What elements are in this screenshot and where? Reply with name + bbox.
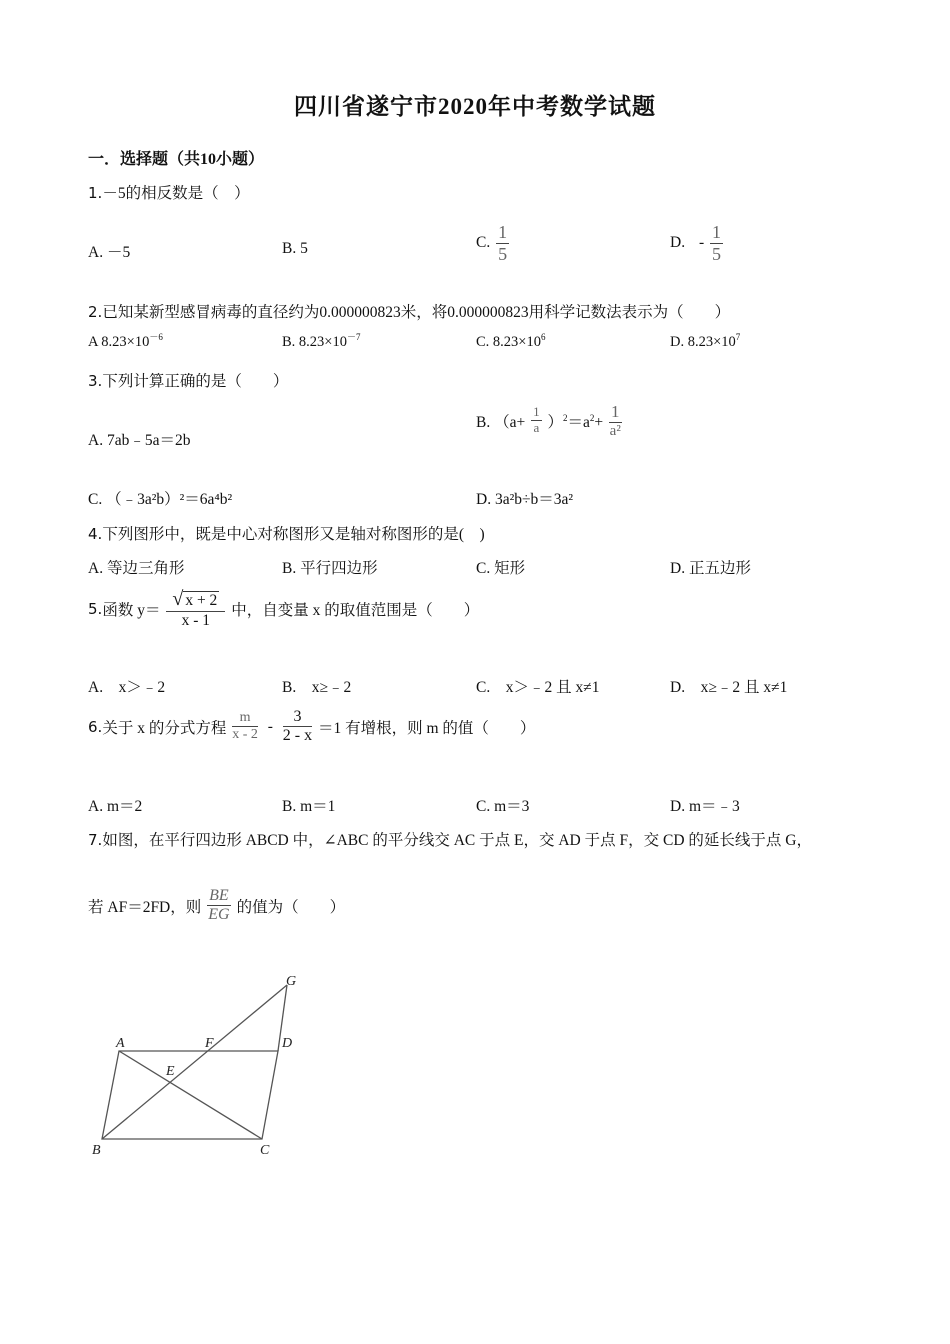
denominator: a: [533, 420, 540, 436]
option-5c: C. x＞﹣2 且 x≠1: [476, 679, 600, 696]
option-text: B. 8.23×10: [282, 334, 347, 350]
option-3b: [476, 402, 624, 440]
option-5d: D. x≥﹣2 且 x≠1: [670, 679, 788, 696]
label-f: F: [205, 1036, 214, 1051]
question-text: 函数 y＝: [102, 601, 161, 619]
plus: +: [594, 413, 604, 431]
exponent: 7: [735, 332, 741, 343]
option-4c: C. 矩形: [476, 560, 526, 577]
fraction: [710, 222, 723, 264]
fraction: [166, 588, 225, 630]
question-1: [88, 181, 250, 203]
numerator: 1: [533, 404, 540, 420]
question-7-line2: [88, 887, 345, 925]
numerator: m: [232, 710, 258, 727]
question-3: [88, 369, 288, 391]
fraction: [232, 710, 258, 743]
question-text: 下列图形中，既是中心对称图形又是轴对称图形的是( ): [102, 526, 485, 543]
fraction: [531, 405, 542, 436]
question-number: 7.: [88, 831, 103, 849]
option-4a: A. 等边三角形: [88, 560, 185, 577]
option-label: C.: [476, 234, 491, 252]
option-2b: [282, 334, 361, 351]
option-text: B. （a+: [476, 413, 526, 431]
option-2d: [670, 334, 740, 351]
fraction: [609, 402, 622, 440]
diagonal-ac: [119, 1051, 262, 1139]
numerator: 1: [712, 222, 721, 242]
exponent: －6: [149, 332, 163, 343]
numerator: BE: [207, 887, 231, 906]
option-4d: D. 正五边形: [670, 560, 751, 577]
question-4: [88, 522, 485, 544]
denominator: x - 1: [181, 612, 211, 629]
numerator: 1: [611, 402, 620, 421]
question-number: 1.: [88, 184, 103, 202]
minus-sign: -: [698, 234, 705, 252]
option-text: C. 8.23×10: [476, 334, 541, 350]
radicand: x + 2: [185, 592, 218, 609]
numerator: 1: [498, 222, 508, 242]
question-text: 关于 x 的分式方程: [102, 719, 227, 737]
sqrt-sign: √: [172, 588, 184, 610]
option-3a: A. 7ab﹣5a＝2b: [88, 432, 191, 449]
bisector-bg: [102, 985, 287, 1139]
option-text: D. 8.23×10: [670, 334, 736, 350]
equals: ＝a: [567, 413, 590, 431]
option-5a: A. x＞﹣2: [88, 679, 166, 696]
option-1b: B. 5: [282, 240, 308, 257]
label-d: D: [282, 1036, 293, 1051]
denominator: EG: [208, 906, 230, 924]
question-text: 已知某新型感冒病毒的直径约为0.000000823米，将0.000000823用科学记数法表示为（ ）: [102, 304, 731, 321]
page-title: 四川省遂宁市2020年中考数学试题: [294, 94, 656, 119]
question-number: 6.: [88, 717, 103, 736]
question-text: ＝1 有增根，则 m 的值（ ）: [318, 719, 536, 737]
question-7: [88, 828, 812, 850]
question-2: [88, 300, 730, 322]
numerator: 3: [283, 708, 312, 727]
denominator: 2 - x: [282, 727, 313, 745]
question-text: 如图，在平行四边形 ABCD 中，∠ABC 的平分线交 AC 于点 E，交 AD 于点 F，交 CD 的延长线于点 G，: [102, 832, 812, 849]
question-number: 2.: [88, 303, 103, 321]
fraction: [496, 222, 509, 264]
option-6a: A. m＝2: [88, 798, 143, 815]
option-text: [547, 410, 603, 432]
question-number: 5.: [88, 599, 103, 618]
option-text: A 8.23×10: [88, 334, 150, 350]
option-2a: [88, 334, 163, 351]
label-a: A: [116, 1036, 125, 1051]
denominator: 5: [712, 243, 721, 264]
option-1d: [670, 222, 725, 264]
option-6d: D. m＝﹣3: [670, 798, 740, 815]
label-c: C: [260, 1143, 270, 1158]
fraction: [283, 708, 312, 746]
section-heading: 一．选择题（共10小题）: [88, 151, 265, 168]
option-label: D.: [670, 234, 686, 252]
question-text: 的值为（ ）: [236, 898, 346, 916]
option-5b: B. x≥﹣2: [282, 679, 352, 696]
question-text: 中，自变量 x 的取值范围是（ ）: [231, 601, 480, 619]
exponent: 6: [540, 332, 546, 343]
option-3c: C. （﹣3a²b）²＝6a⁴b²: [88, 491, 233, 508]
denominator: a²: [609, 422, 621, 439]
question-number: 4.: [88, 525, 103, 543]
option-2c: [476, 334, 545, 351]
question-5: [88, 588, 479, 630]
paren: ）: [547, 413, 563, 431]
label-e: E: [166, 1064, 175, 1079]
option-6c: C. m＝3: [476, 798, 530, 815]
question-6: [88, 708, 535, 746]
parallelogram-figure: [80, 965, 320, 1165]
minus-sign: -: [267, 717, 273, 735]
denominator: x - 2: [232, 727, 258, 743]
label-g: G: [286, 974, 297, 989]
numerator: [166, 588, 225, 612]
exponent: 2: [562, 412, 568, 423]
option-4b: B. 平行四边形: [282, 560, 378, 577]
option-3d: D. 3a²b÷b＝3a²: [476, 491, 574, 508]
question-text: －5的相反数是（ ）: [102, 185, 250, 202]
exponent: 2: [589, 412, 595, 423]
option-1c: [476, 222, 511, 264]
fraction: [207, 887, 231, 925]
option-6b: B. m＝1: [282, 798, 336, 815]
option-1a: A. －5: [88, 244, 131, 261]
question-text: 若 AF＝2FD，则: [88, 898, 202, 916]
label-b: B: [92, 1143, 101, 1158]
exponent: －7: [346, 332, 361, 343]
denominator: 5: [498, 243, 508, 264]
question-text: 下列计算正确的是（ ）: [102, 373, 289, 390]
question-number: 3.: [88, 372, 103, 390]
